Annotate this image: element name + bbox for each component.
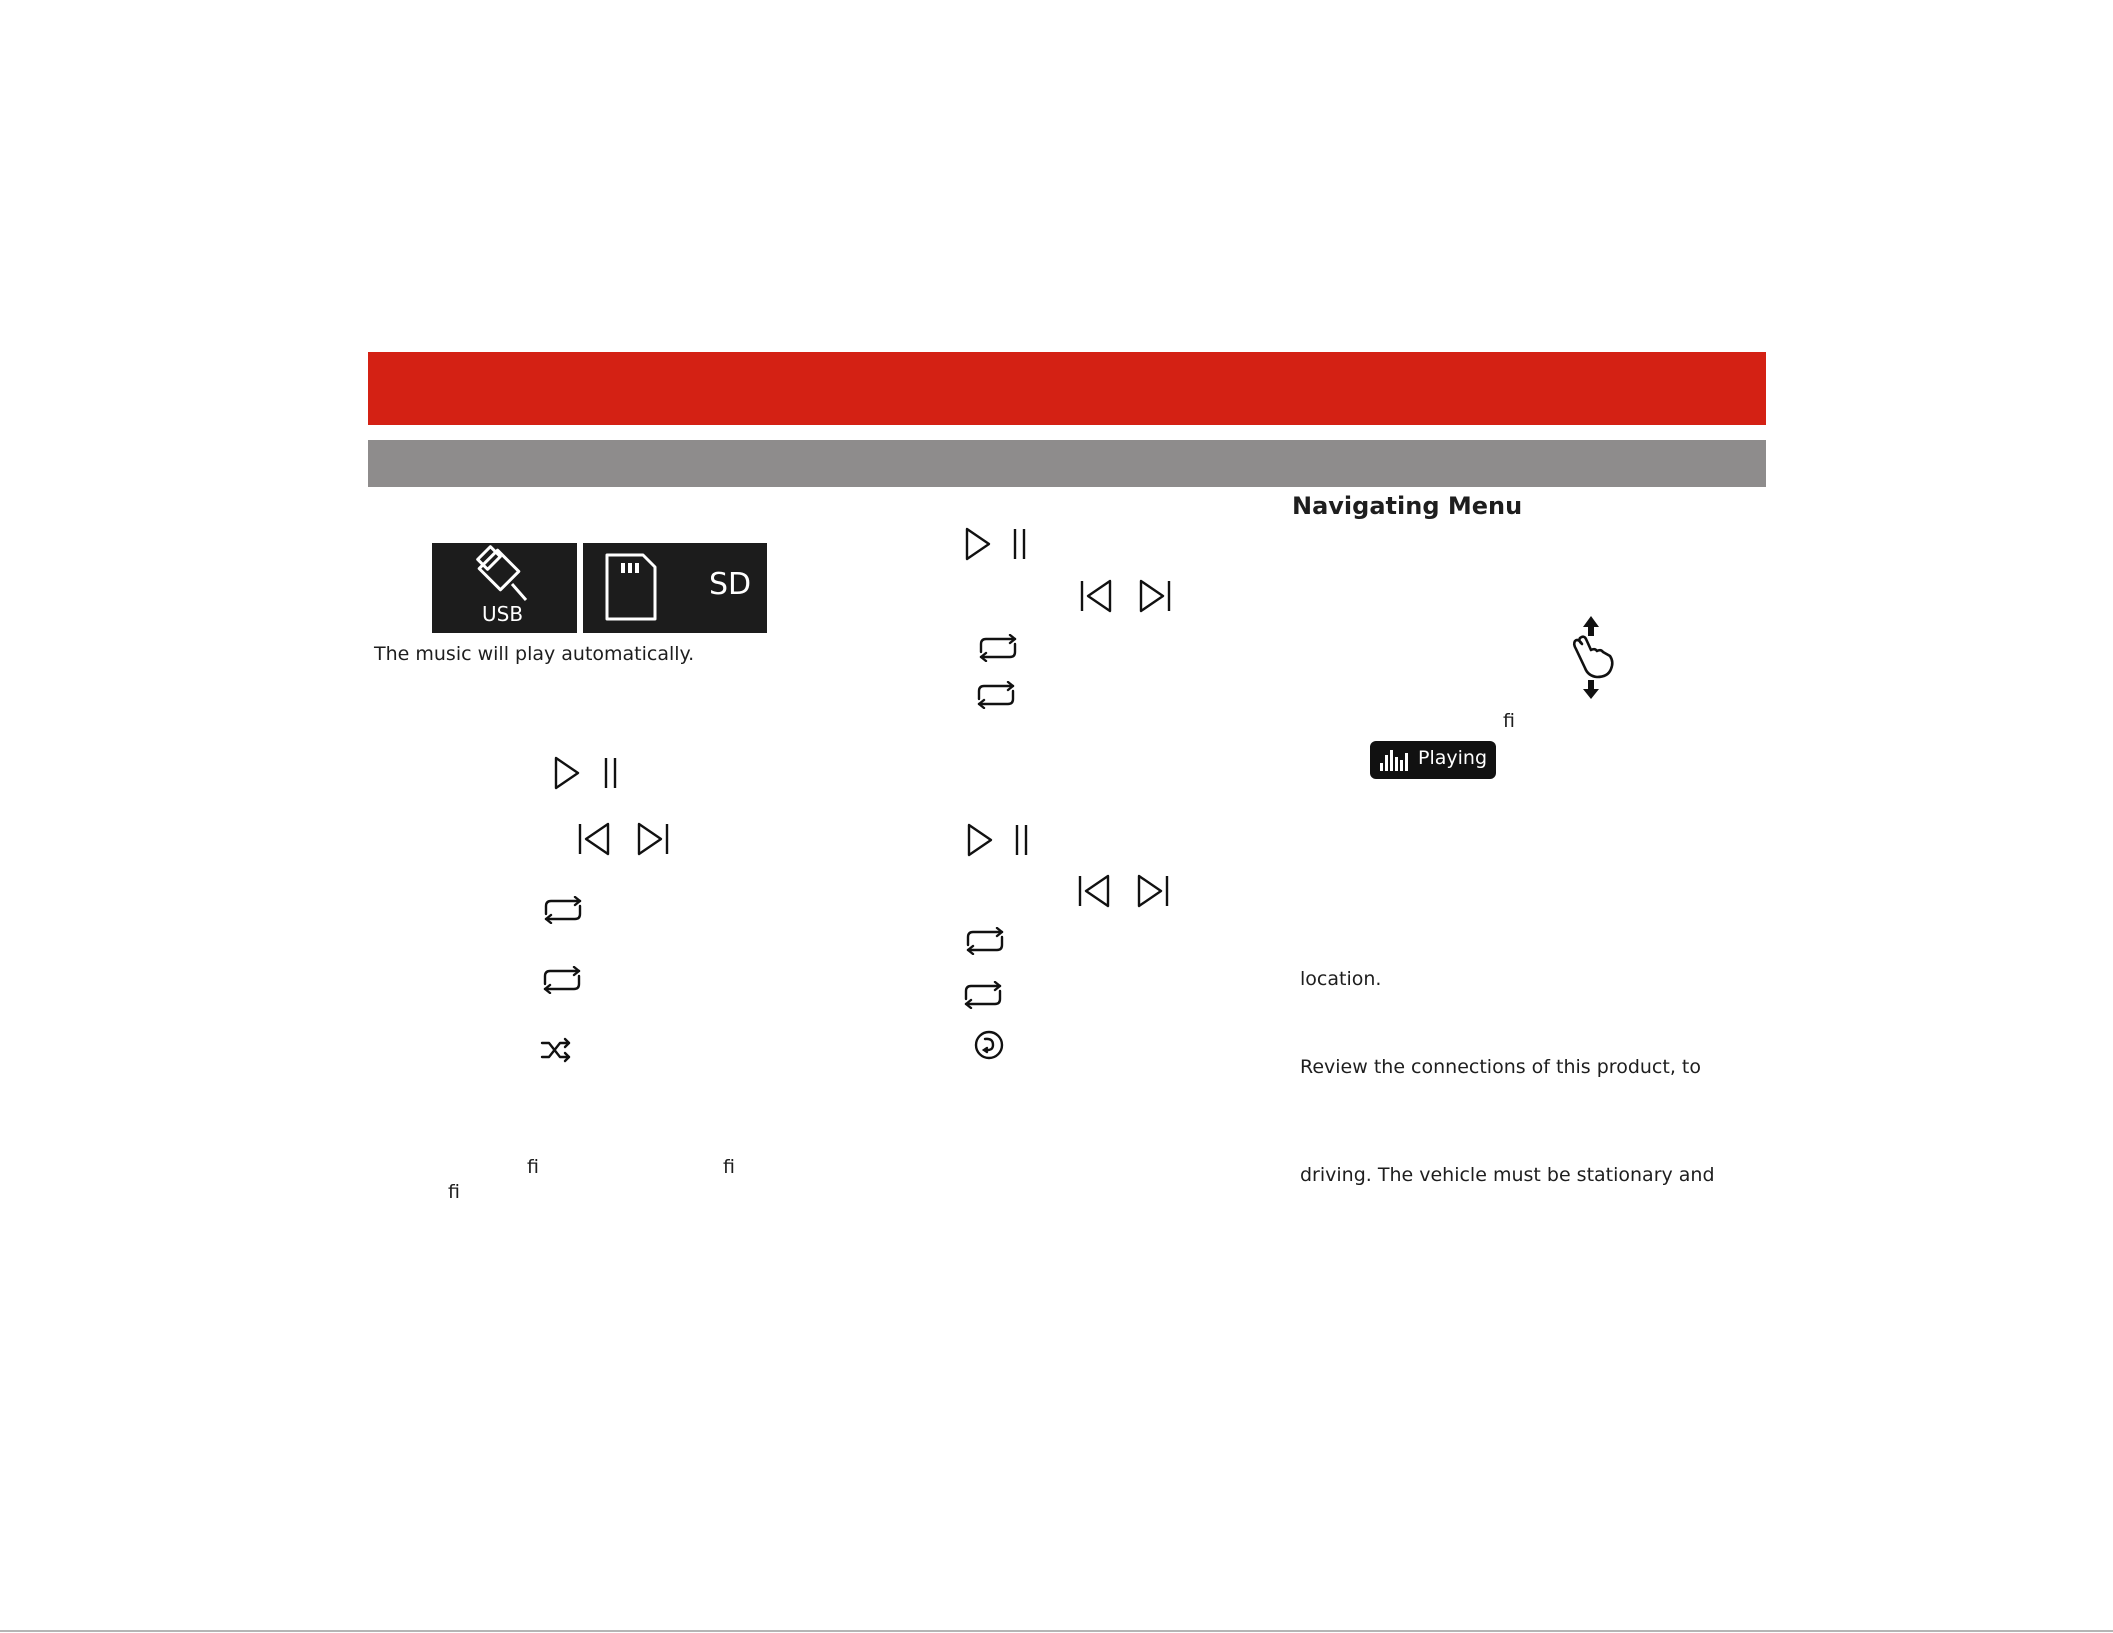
pause-icon bbox=[1014, 823, 1030, 857]
shuffle-icon bbox=[540, 1036, 572, 1064]
fi-glyph: ﬁ bbox=[448, 1181, 460, 1203]
auto-play-text: The music will play automatically. bbox=[374, 643, 695, 665]
repeat-icon bbox=[975, 634, 1021, 662]
sd-label: SD bbox=[709, 567, 752, 602]
next-track-icon bbox=[634, 822, 670, 856]
play-icon bbox=[553, 756, 581, 790]
page-bottom-divider bbox=[0, 1630, 2113, 1632]
subheader-gray-band bbox=[368, 440, 1766, 487]
pause-icon bbox=[603, 756, 619, 790]
repeat-icon bbox=[539, 966, 585, 994]
review-connections-text: Review the connections of this product, to bbox=[1300, 1056, 1701, 1078]
repeat-one-icon bbox=[973, 1029, 1005, 1061]
repeat-icon bbox=[960, 981, 1006, 1009]
next-track-icon bbox=[1136, 579, 1172, 613]
fi-glyph: ﬁ bbox=[1503, 710, 1515, 732]
play-icon bbox=[966, 823, 994, 857]
sd-source-tile[interactable] bbox=[583, 543, 767, 633]
equalizer-icon bbox=[1379, 749, 1409, 771]
repeat-icon bbox=[540, 896, 586, 924]
play-icon bbox=[964, 527, 992, 561]
playing-label: Playing bbox=[1418, 747, 1488, 769]
usb-source-tile[interactable] bbox=[432, 543, 577, 633]
previous-track-icon bbox=[1077, 874, 1113, 908]
repeat-icon bbox=[973, 681, 1019, 709]
driving-warning-text: driving. The vehicle must be stationary and bbox=[1300, 1164, 1715, 1186]
fi-glyph: ﬁ bbox=[527, 1156, 539, 1178]
pause-icon bbox=[1012, 527, 1028, 561]
repeat-icon bbox=[962, 927, 1008, 955]
location-text: location. bbox=[1300, 968, 1382, 990]
swipe-gesture-icon bbox=[1566, 614, 1622, 700]
header-red-band bbox=[368, 352, 1766, 425]
sd-card-icon bbox=[603, 551, 659, 623]
navigating-menu-heading: Navigating Menu bbox=[1292, 492, 1523, 520]
usb-drive-icon bbox=[472, 545, 532, 603]
playing-badge[interactable] bbox=[1370, 741, 1496, 779]
next-track-icon bbox=[1134, 874, 1170, 908]
previous-track-icon bbox=[1079, 579, 1115, 613]
usb-label: USB bbox=[482, 602, 524, 626]
fi-glyph: ﬁ bbox=[723, 1156, 735, 1178]
previous-track-icon bbox=[577, 822, 613, 856]
